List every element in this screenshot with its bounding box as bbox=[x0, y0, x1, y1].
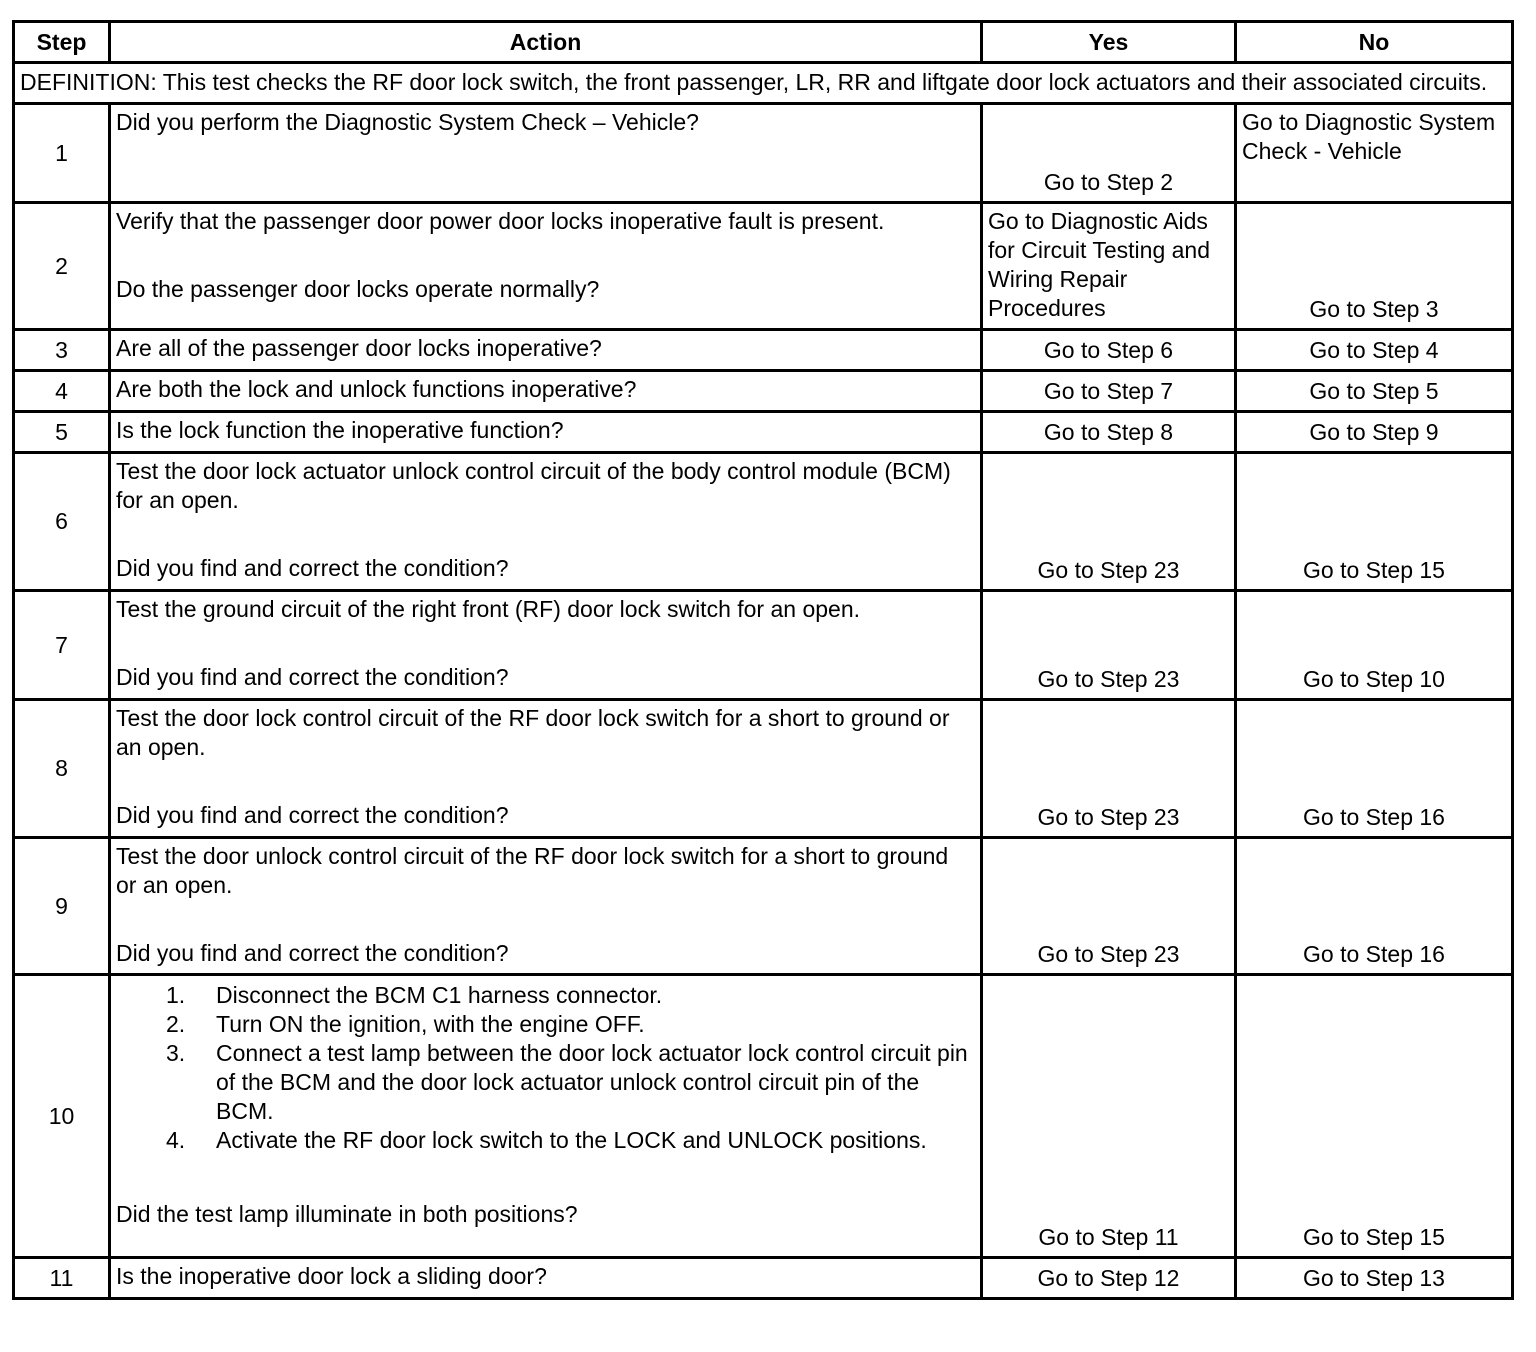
action-text: Test the ground circuit of the right front (RF) door lock switch for an open. bbox=[116, 596, 861, 622]
table-row bbox=[14, 412, 1513, 453]
action-text: Verify that the passenger door power door locks inoperative fault is present. bbox=[116, 208, 885, 234]
action-cell bbox=[110, 838, 982, 975]
action-text: Is the lock function the inoperative function? bbox=[110, 412, 982, 453]
substep-number: 3. bbox=[166, 1040, 186, 1066]
yes-result: Go to Step 2 bbox=[982, 104, 1236, 203]
no-result: Go to Step 13 bbox=[1236, 1258, 1513, 1299]
action-text: Are all of the passenger door locks inoperative? bbox=[110, 330, 982, 371]
substep-number: 1. bbox=[166, 982, 186, 1008]
no-result: Go to Step 15 bbox=[1236, 975, 1513, 1258]
substep-item bbox=[116, 981, 975, 1010]
header-yes: Yes bbox=[982, 22, 1236, 63]
substep-number: 4. bbox=[166, 1127, 186, 1153]
action-cell bbox=[110, 203, 982, 330]
table-row bbox=[14, 453, 1513, 591]
action-cell bbox=[110, 700, 982, 838]
yes-result: Go to Step 23 bbox=[982, 453, 1236, 591]
table-row bbox=[14, 1258, 1513, 1299]
no-result: Go to Step 16 bbox=[1236, 700, 1513, 838]
table-row bbox=[14, 104, 1513, 203]
header-no: No bbox=[1236, 22, 1513, 63]
diagnostic-table bbox=[12, 20, 1514, 1300]
substep-text: Turn ON the ignition, with the engine OFF. bbox=[216, 1011, 645, 1037]
yes-result: Go to Step 23 bbox=[982, 591, 1236, 700]
yes-result: Go to Step 12 bbox=[982, 1258, 1236, 1299]
header-row bbox=[14, 22, 1513, 63]
action-question: Did you find and correct the condition? bbox=[116, 940, 509, 966]
action-text: Test the door unlock control circuit of the RF door lock switch for a short to ground or an open. bbox=[116, 843, 949, 898]
table-row bbox=[14, 203, 1513, 330]
no-result: Go to Diagnostic System Check - Vehicle bbox=[1236, 104, 1513, 203]
action-question: Did you find and correct the condition? bbox=[116, 664, 509, 690]
step-number: 7 bbox=[14, 591, 110, 700]
substep-list bbox=[116, 981, 975, 1155]
yes-result: Go to Step 8 bbox=[982, 412, 1236, 453]
header-action: Action bbox=[110, 22, 982, 63]
substep-item bbox=[116, 1126, 975, 1155]
no-result: Go to Step 9 bbox=[1236, 412, 1513, 453]
no-result: Go to Step 4 bbox=[1236, 330, 1513, 371]
table-row bbox=[14, 330, 1513, 371]
table-row bbox=[14, 838, 1513, 975]
definition-row bbox=[14, 63, 1513, 104]
action-question: Did the test lamp illuminate in both positions? bbox=[116, 1201, 578, 1227]
yes-result: Go to Step 23 bbox=[982, 838, 1236, 975]
table-row bbox=[14, 975, 1513, 1258]
table-row bbox=[14, 371, 1513, 412]
step-number: 11 bbox=[14, 1258, 110, 1299]
header-step: Step bbox=[14, 22, 110, 63]
step-number: 10 bbox=[14, 975, 110, 1258]
action-cell bbox=[110, 975, 982, 1258]
step-number: 8 bbox=[14, 700, 110, 838]
substep-text: Connect a test lamp between the door lock actuator lock control circuit pin of the BCM and the door lock actuator unlock control circuit pin of the BCM. bbox=[216, 1040, 968, 1124]
no-result: Go to Step 16 bbox=[1236, 838, 1513, 975]
substep-text: Disconnect the BCM C1 harness connector. bbox=[216, 982, 663, 1008]
action-cell bbox=[110, 591, 982, 700]
no-result: Go to Step 15 bbox=[1236, 453, 1513, 591]
step-number: 9 bbox=[14, 838, 110, 975]
step-number: 6 bbox=[14, 453, 110, 591]
yes-result: Go to Step 11 bbox=[982, 975, 1236, 1258]
action-question: Did you find and correct the condition? bbox=[116, 555, 509, 581]
action-question: Do the passenger door locks operate normally? bbox=[116, 276, 600, 302]
action-text: Are both the lock and unlock functions inoperative? bbox=[110, 371, 982, 412]
yes-result: Go to Step 23 bbox=[982, 700, 1236, 838]
substep-item bbox=[116, 1010, 975, 1039]
step-number: 1 bbox=[14, 104, 110, 203]
yes-result: Go to Diagnostic Aids for Circuit Testing and Wiring Repair Procedures bbox=[982, 203, 1236, 330]
step-number: 5 bbox=[14, 412, 110, 453]
table-row bbox=[14, 591, 1513, 700]
step-number: 4 bbox=[14, 371, 110, 412]
action-text: Test the door lock actuator unlock control circuit of the body control module (BCM) for an open. bbox=[116, 458, 951, 513]
definition-text: DEFINITION: This test checks the RF door lock switch, the front passenger, LR, RR and liftgate door lock actuators and their associated circuits. bbox=[14, 63, 1513, 104]
substep-item bbox=[116, 1039, 975, 1126]
substep-text: Activate the RF door lock switch to the LOCK and UNLOCK positions. bbox=[216, 1127, 927, 1153]
table-row bbox=[14, 700, 1513, 838]
no-result: Go to Step 10 bbox=[1236, 591, 1513, 700]
step-number: 3 bbox=[14, 330, 110, 371]
action-cell bbox=[110, 453, 982, 591]
yes-result: Go to Step 6 bbox=[982, 330, 1236, 371]
no-result: Go to Step 5 bbox=[1236, 371, 1513, 412]
action-text: Did you perform the Diagnostic System Check – Vehicle? bbox=[110, 104, 982, 203]
yes-result: Go to Step 7 bbox=[982, 371, 1236, 412]
action-question: Did you find and correct the condition? bbox=[116, 802, 509, 828]
action-text: Test the door lock control circuit of the RF door lock switch for a short to ground or an open. bbox=[116, 705, 950, 760]
action-text: Is the inoperative door lock a sliding door? bbox=[110, 1258, 982, 1299]
no-result: Go to Step 3 bbox=[1236, 203, 1513, 330]
substep-number: 2. bbox=[166, 1011, 186, 1037]
step-number: 2 bbox=[14, 203, 110, 330]
